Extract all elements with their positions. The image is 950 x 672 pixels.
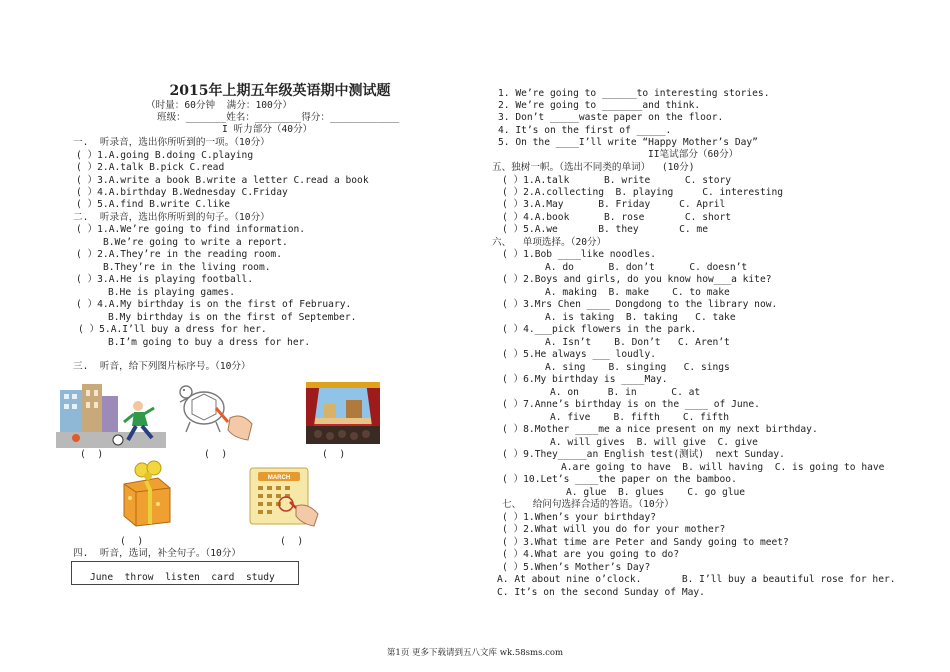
left-line: ( ）5.A.I’ll buy a dress for her. [78, 324, 267, 335]
right-line: A.are going to have B. will having C. is going to have [561, 462, 885, 473]
football-street-picture [56, 382, 166, 448]
exam-title: 2015年上期五年级英语期中测试题 [169, 83, 391, 99]
right-line: A. making B. make C. to make [545, 287, 730, 298]
right-line: ( ）3.Mrs Chen ____ Dongdong to the library now. [502, 299, 778, 310]
right-line: ( ）4.What are you going to do? [502, 549, 680, 560]
right-line: ( ）2.What will you do for your mother? [502, 524, 726, 535]
left-line: B.My birthday is on the first of September. [108, 312, 357, 323]
right-line: 六、 单项选择。（20分） [492, 237, 607, 248]
right-line: C. It’s on the second Sunday of May. [497, 587, 705, 598]
left-line: ( ）1.A.going B.doing C.playing [76, 150, 254, 161]
left-line: ( ）3.A.He is playing football. [76, 274, 254, 285]
left-line: I 听力部分（40分） [222, 124, 313, 135]
right-line: A. will gives B. will give C. give [550, 437, 758, 448]
drawing-turtle-picture [172, 378, 258, 446]
left-line: 班级：_______姓名：________得分：____________ [157, 112, 400, 123]
left-line: ( ）5.A.find B.write C.like [76, 199, 230, 210]
right-line: A. do B. don’t C. doesn’t [545, 262, 748, 273]
right-line: ( ）5.A.we B. they C. me [502, 224, 708, 235]
right-line: 1. We’re going to ______to interesting stories. [498, 88, 770, 99]
left-line: 一. 听录音，选出你所听到的一项。（10分） [73, 137, 270, 148]
left-line: ( ）4.A.birthday B.Wednesday C.Friday [76, 187, 288, 198]
page-footer: 第1页 更多下载请到五八文库 wk.58sms.com [386, 648, 564, 658]
calendar-march-picture [246, 466, 322, 528]
right-line: A. five B. fifth C. fifth [550, 412, 730, 423]
right-line: ( ）3.A.May B. Friday C. April [502, 199, 726, 210]
right-line: A. sing B. singing C. sings [545, 362, 730, 373]
left-line: 四. 听音，选词，补全句子。（10分） [73, 548, 241, 559]
left-line: ( ）2.A.talk B.pick C.read [76, 162, 225, 173]
left-line: ( ) [204, 449, 228, 460]
right-line: ( ）2.A.collecting B. playing C. interesting [502, 187, 784, 198]
right-line: ( ）10.Let’s ____the paper on the bamboo. [502, 474, 737, 485]
left-line: 三. 听音，给下列图片标序号。（10分） [73, 361, 251, 372]
left-line: ( ）1.A.We’re going to find information. [76, 224, 306, 235]
left-line: ( ）4.A.My birthday is on the first of February. [76, 299, 352, 310]
left-line: ( ) [120, 536, 144, 547]
left-line: 二. 听录音，选出你所听到的句子。（10分） [73, 212, 270, 223]
left-line: B.We’re going to write a report. [103, 237, 288, 248]
calendar-month-label: MARCH [267, 475, 291, 481]
left-line: B.I’m going to buy a dress for her. [108, 337, 311, 348]
right-line: A. on B. in C. at [550, 387, 701, 398]
right-line: 2. We’re going to _______and think. [498, 100, 701, 111]
left-line: ( ) [280, 536, 304, 547]
left-line: （时量：60分钟 满分：100分） [146, 100, 292, 111]
right-line: A. At about nine o’clock. B. I’ll buy a beautiful rose for her. [497, 574, 896, 585]
left-line: ( ）2.A.They’re in the reading room. [76, 249, 282, 260]
left-line: ( ) [322, 449, 346, 460]
right-line: ( ）6.My birthday is ____May. [502, 374, 668, 385]
right-line: ( ）1.When’s your birthday? [502, 512, 656, 523]
right-line: ( ）2.Boys and girls, do you know how___a kite? [502, 274, 772, 285]
right-line: 4. It’s on the first of _____. [498, 125, 672, 136]
right-line: 5. On the ____I’ll write “Happy Mother’s Day” [498, 137, 758, 148]
right-line: 3. Don’t _____waste paper on the floor. [498, 112, 724, 123]
right-line: A. glue B. glues C. go glue [566, 487, 746, 498]
left-line: B.They’re in the living room. [103, 262, 271, 273]
right-line: ( ）1.Bob ____like noodles. [502, 249, 656, 260]
right-line: A. Isn’t B. Don’t C. Aren’t [545, 337, 730, 348]
word-bank-box [71, 561, 299, 585]
left-line: ( ) [80, 449, 104, 460]
right-line: ( ）1.A.talk B. write C. story [502, 175, 732, 186]
theatre-stage-picture [306, 382, 380, 444]
right-line: 七、 给问句选择合适的答语。（10分） [502, 499, 674, 510]
right-line: II笔试部分（60分） [648, 149, 739, 160]
right-line: ( ）5.When’s Mother’s Day? [502, 562, 651, 573]
right-line: ( ）4.A.book B. rose C. short [502, 212, 732, 223]
gift-box-picture [118, 458, 174, 528]
right-line: ( ）5.He always ___ loudly. [502, 349, 656, 360]
right-line: ( ）9.They_____an English test(测试) next Sunday. [502, 449, 785, 460]
right-line: ( ）4.___pick flowers in the park. [502, 324, 697, 335]
right-line: ( ）3.What time are Peter and Sandy going to meet? [502, 537, 789, 548]
word-bank-words: June throw listen card study [90, 572, 275, 583]
right-line: ( ）7.Anne’s birthday is on the ____ of June. [502, 399, 760, 410]
left-line: ( ）3.A.write a book B.write a letter C.read a book [76, 175, 369, 186]
right-line: ( ）8.Mother ____me a nice present on my next birthday. [502, 424, 818, 435]
right-line: A. is taking B. taking C. take [545, 312, 736, 323]
right-line: 五、独树一帜。（选出不同类的单词） (10分) [492, 162, 695, 173]
left-line: B.He is playing games. [108, 287, 236, 298]
